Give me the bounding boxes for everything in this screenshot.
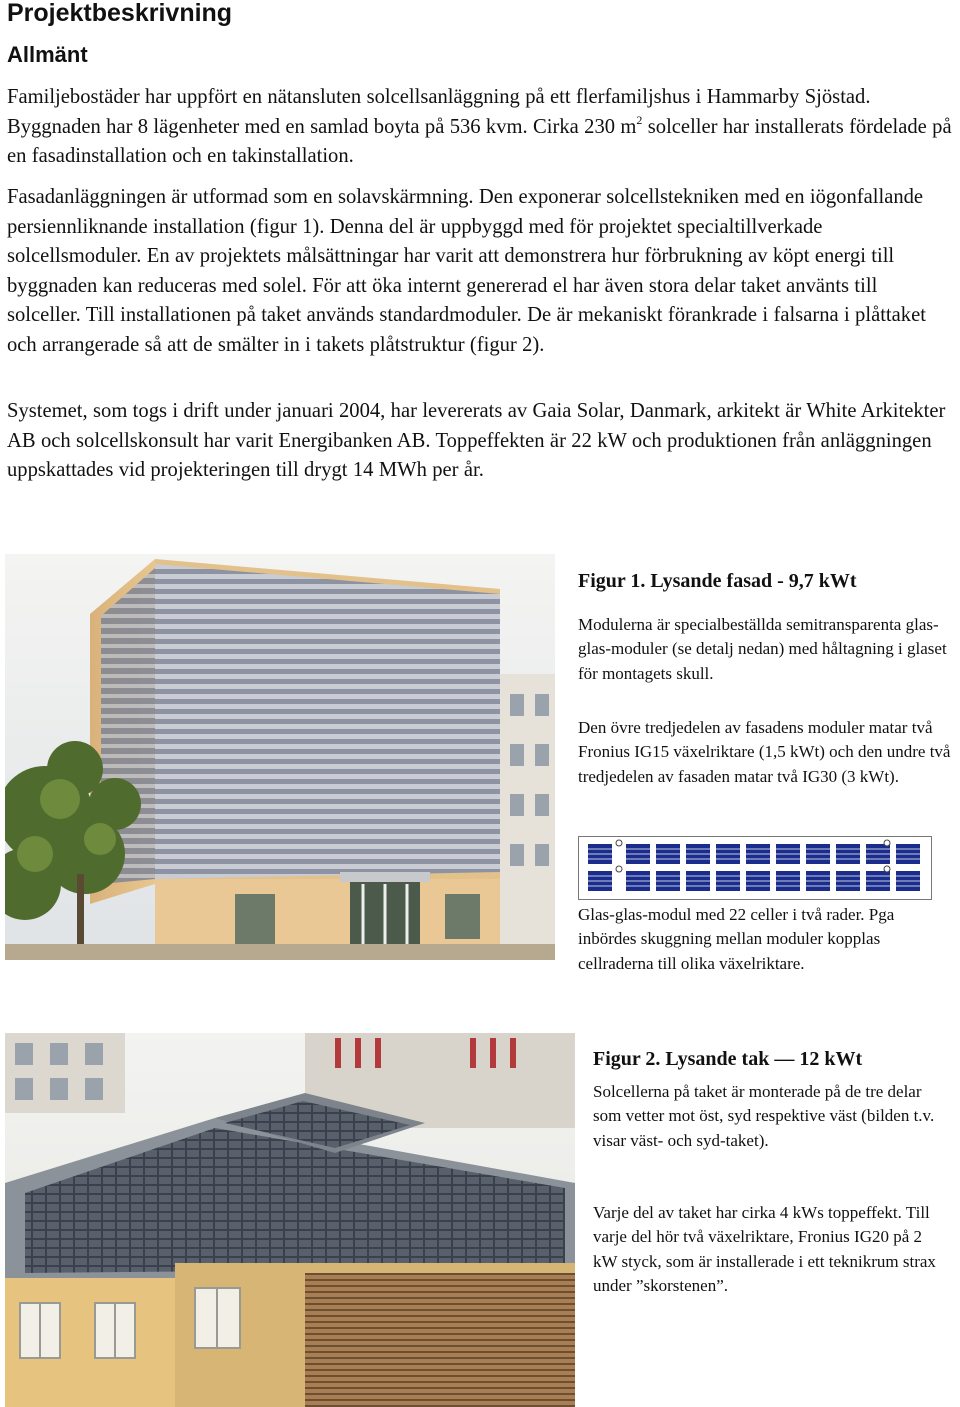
intro-paragraph <box>7 83 952 172</box>
superscript-2: 2 <box>636 112 643 127</box>
figure-2-caption-inverters: Varje del av taket har cirka 4 kWs toppeffekt. Till varje del hör två växelriktare, Fronius IG20 på 2 kW styck, som är installerade i ett teknikrum strax under ”skorstenen”. <box>593 1203 936 1295</box>
mounting-hole <box>884 840 890 846</box>
figure-2-caption: Solcellerna på taket är monterade på de tre delar som vetter mot öst, syd respektive väst (bilden t.v. visar väst- och syd-taket). <box>593 1082 935 1150</box>
figure-2-title: Figur 2. Lysande tak — 12 kWt <box>593 1048 863 1070</box>
figure-1-caption-inverters: Den övre tredjedelen av fasadens moduler matar två Fronius IG15 växelriktare (1,5 kWt) och den undre två tredjedelen av fasaden matar två IG30 (3 kWt). <box>578 718 951 786</box>
facade-photo <box>5 554 555 960</box>
mounting-hole <box>616 840 622 846</box>
intro-text-b: solceller har installerats fördelade på en fasadinstallation och en takinstallation. <box>7 115 952 167</box>
figure-1-title: Figur 1. Lysande fasad - 9,7 kWt <box>578 570 857 592</box>
intro-text-a: Familjebostäder har uppfört en nätansluten solcellsanläggning på ett flerfamiljshus i Hammarby Sjöstad. Byggnaden har 8 lägenheter med en samlad boyta på 536 kvm. Cirka 230 m <box>7 86 871 138</box>
mounting-hole <box>884 866 890 872</box>
mounting-hole <box>616 866 622 872</box>
module-caption: Glas-glas-modul med 22 celler i två rader. Pga inbördes skuggning mellan moduler kopplas cellraderna till olika växelriktare. <box>578 905 895 973</box>
figure-1-caption: Modulerna är specialbeställda semitransparenta glas-glas-moduler (se detalj nedan) med håltagning i glaset för montagets skull. <box>578 615 947 683</box>
description-paragraph: Fasadanläggningen är utformad som en solavskärmning. Den exponerar solcellstekniken med en iögonfallande persiennliknande installation (figur 1). Denna del är uppbyggd med för projektet specialtillverkade solcellsmoduler. En av projektets målsättningar har varit att demonstrera hur förbrukning av köpt energi till byggnaden kan reduceras med solel. För att öka internt genererad el har även stora delar taket använts till solceller. Till installationen på taket används standardmoduler. De är mekaniskt förankrade i falsarna i plåttaket och arrangerade så att de smälter in i takets plåtstruktur (figur 2). <box>7 186 926 356</box>
section-heading: Allmänt <box>7 42 88 67</box>
roof-photo <box>5 1033 575 1407</box>
module-diagram <box>578 836 932 900</box>
page-title: Projektbeskrivning <box>7 0 233 27</box>
system-paragraph: Systemet, som togs i drift under januari 2004, har levererats av Gaia Solar, Danmark, arkitekt är White Arkitekter AB och solcellskonsult har varit Energibanken AB. Toppeffekten är 22 kW och produktionen från anläggningen uppskattades vid projekteringen till drygt 14 MWh per år. <box>7 400 946 481</box>
